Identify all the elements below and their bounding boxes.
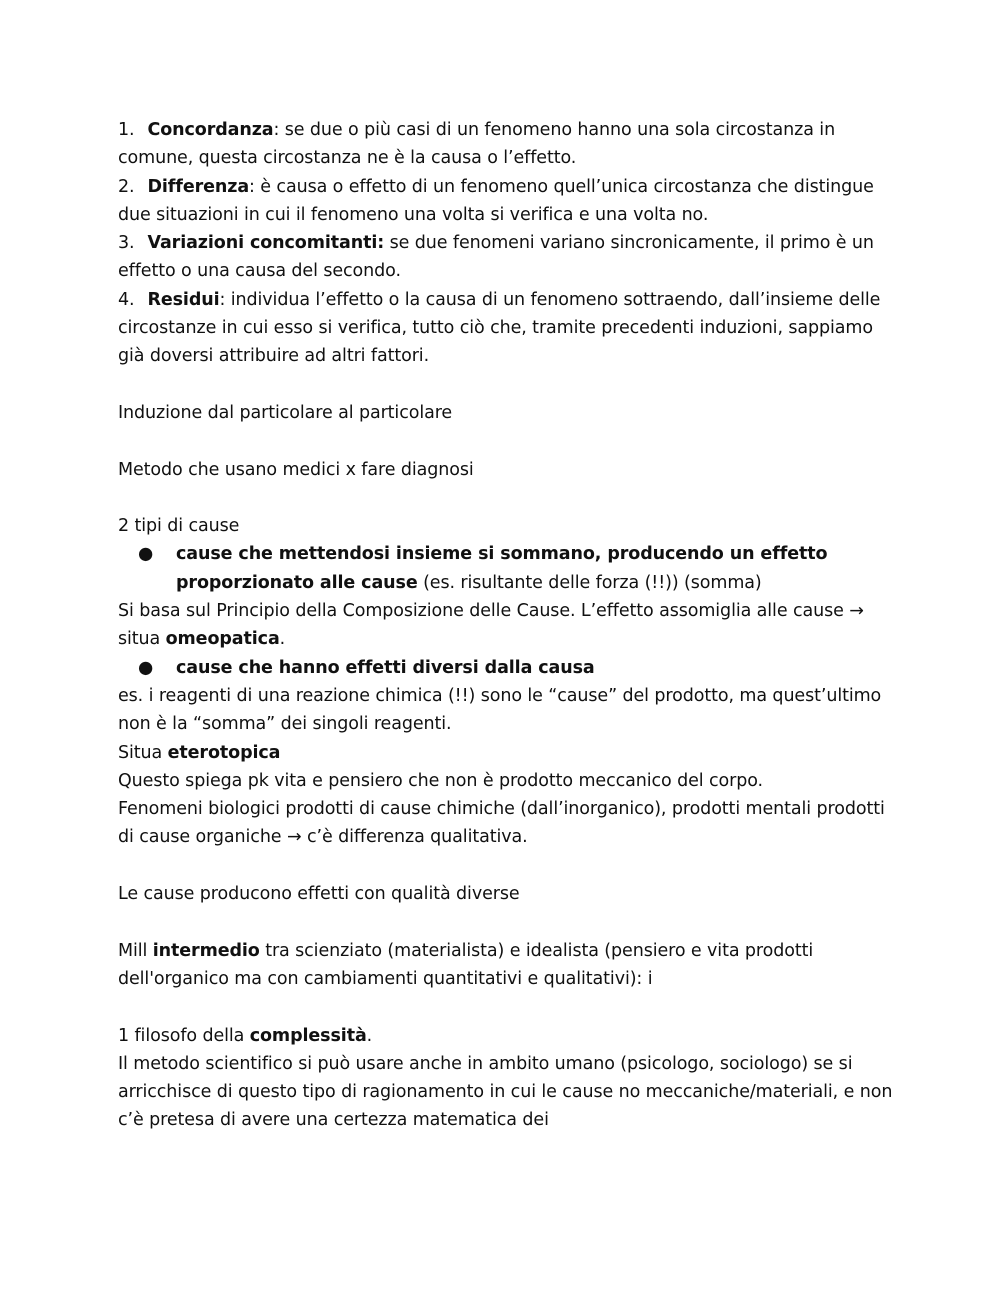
qualita-line: Le cause producono effetti con qualità diverse: [118, 884, 520, 905]
term-concordanza: Concordanza: [147, 120, 274, 140]
filosofo-line: [118, 1022, 898, 1050]
list-item-residui: [118, 286, 898, 371]
term-variazioni: Variazioni concomitanti:: [147, 233, 385, 254]
definition-text: se due fenomeni variano sincronicamente, il primo è un effetto o una causa del secondo.: [118, 233, 874, 282]
list-item-variazioni: [118, 229, 898, 286]
tipi-heading: 2 tipi di cause: [118, 516, 240, 537]
metodo-scientifico-paragraph: Il metodo scientifico si può usare anche in ambito umano (psicologo, sociologo) se si arricchisce di questo tipo di ragionamento in cui le cause no meccaniche/materiali, e non c’è pretesa di avere una certezza matematica dei: [118, 1053, 893, 1131]
spacer: [118, 993, 898, 1021]
bullet-item-sommano: [118, 540, 898, 597]
definition-text: : è causa o effetto di un fenomeno quell’unica circostanza che distingue due situazioni in cui il fenomeno una volta si verifica e una volta no.: [118, 176, 874, 225]
spacer: [118, 427, 898, 455]
filosofo-end: .: [366, 1025, 373, 1046]
mill-paragraph: [118, 937, 898, 994]
bullet-bold-text: cause che hanno effetti diversi dalla causa: [176, 657, 595, 678]
spacer: [118, 852, 898, 880]
bullet-dot-icon: ●: [138, 657, 154, 678]
list-number: 2.: [118, 176, 135, 197]
bullet-list-1: [118, 540, 898, 597]
filosofo-text: 1 filosofo della: [118, 1025, 250, 1046]
fenomeni-paragraph: Fenomeni biologici prodotti di cause chimiche (dall’inorganico), prodotti mentali prodotti di cause organiche → c’è differenza qualitativa.: [118, 799, 885, 848]
bullet-bold-text: cause che mettendosi insieme si sommano, producendo un effetto proporzionato alle cause: [176, 544, 828, 593]
list-item-concordanza: [118, 116, 898, 173]
metodo-line: Metodo che usano medici x fare diagnosi: [118, 459, 474, 480]
reagenti-paragraph: es. i reagenti di una reazione chimica (!!) sono le “cause” del prodotto, ma quest’ultimo non è la “somma” dei singoli reagenti.: [118, 685, 882, 735]
eterotopica-term: eterotopica: [167, 742, 281, 763]
term-residui: Residui: [147, 289, 220, 310]
intermedio-term: intermedio: [152, 940, 260, 961]
principio-text: Si basa sul Principio della Composizione delle Cause. L’effetto assomiglia alle cause → situa: [118, 601, 864, 650]
list-number: 1.: [118, 120, 135, 140]
situa-line: [118, 739, 898, 767]
induzione-line: Induzione dal particolare al particolare: [118, 402, 453, 423]
list-item-differenza: [118, 173, 898, 230]
spiega-line: Questo spiega pk vita e pensiero che non è prodotto meccanico del corpo.: [118, 770, 764, 791]
bullet-list-2: [118, 654, 898, 682]
definition-text: : se due o più casi di un fenomeno hanno una sola circostanza in comune, questa circostanza ne è la causa o l’effetto.: [118, 120, 836, 169]
principio-paragraph: [118, 597, 898, 654]
list-number: 3.: [118, 233, 135, 254]
mill-rest: tra scienziato (materialista) e idealista (pensiero e vita prodotti dell'organico ma con cambiamenti quantitativi e qualitativi): i: [118, 940, 814, 989]
document-page: [118, 116, 898, 1135]
spacer: [118, 371, 898, 399]
spacer: [118, 484, 898, 512]
list-number: 4.: [118, 289, 135, 310]
mill-start: Mill: [118, 940, 153, 961]
bullet-rest-text: (es. risultante delle forza (!!)) (somma): [417, 572, 762, 593]
spacer: [118, 908, 898, 936]
situa-label: Situa: [118, 742, 168, 763]
complessita-term: complessità: [249, 1025, 367, 1046]
bullet-item-effetti-diversi: [118, 654, 898, 682]
term-differenza: Differenza: [147, 176, 250, 197]
principio-end: .: [279, 629, 286, 650]
definition-text: : individua l’effetto o la causa di un fenomeno sottraendo, dall’insieme delle circostanze in cui esso si verifica, tutto ciò che, tramite precedenti induzioni, sappiamo già doversi attribuire ad altri fattori.: [118, 289, 881, 367]
omeopatica-term: omeopatica: [165, 629, 280, 650]
bullet-dot-icon: ●: [138, 544, 154, 565]
